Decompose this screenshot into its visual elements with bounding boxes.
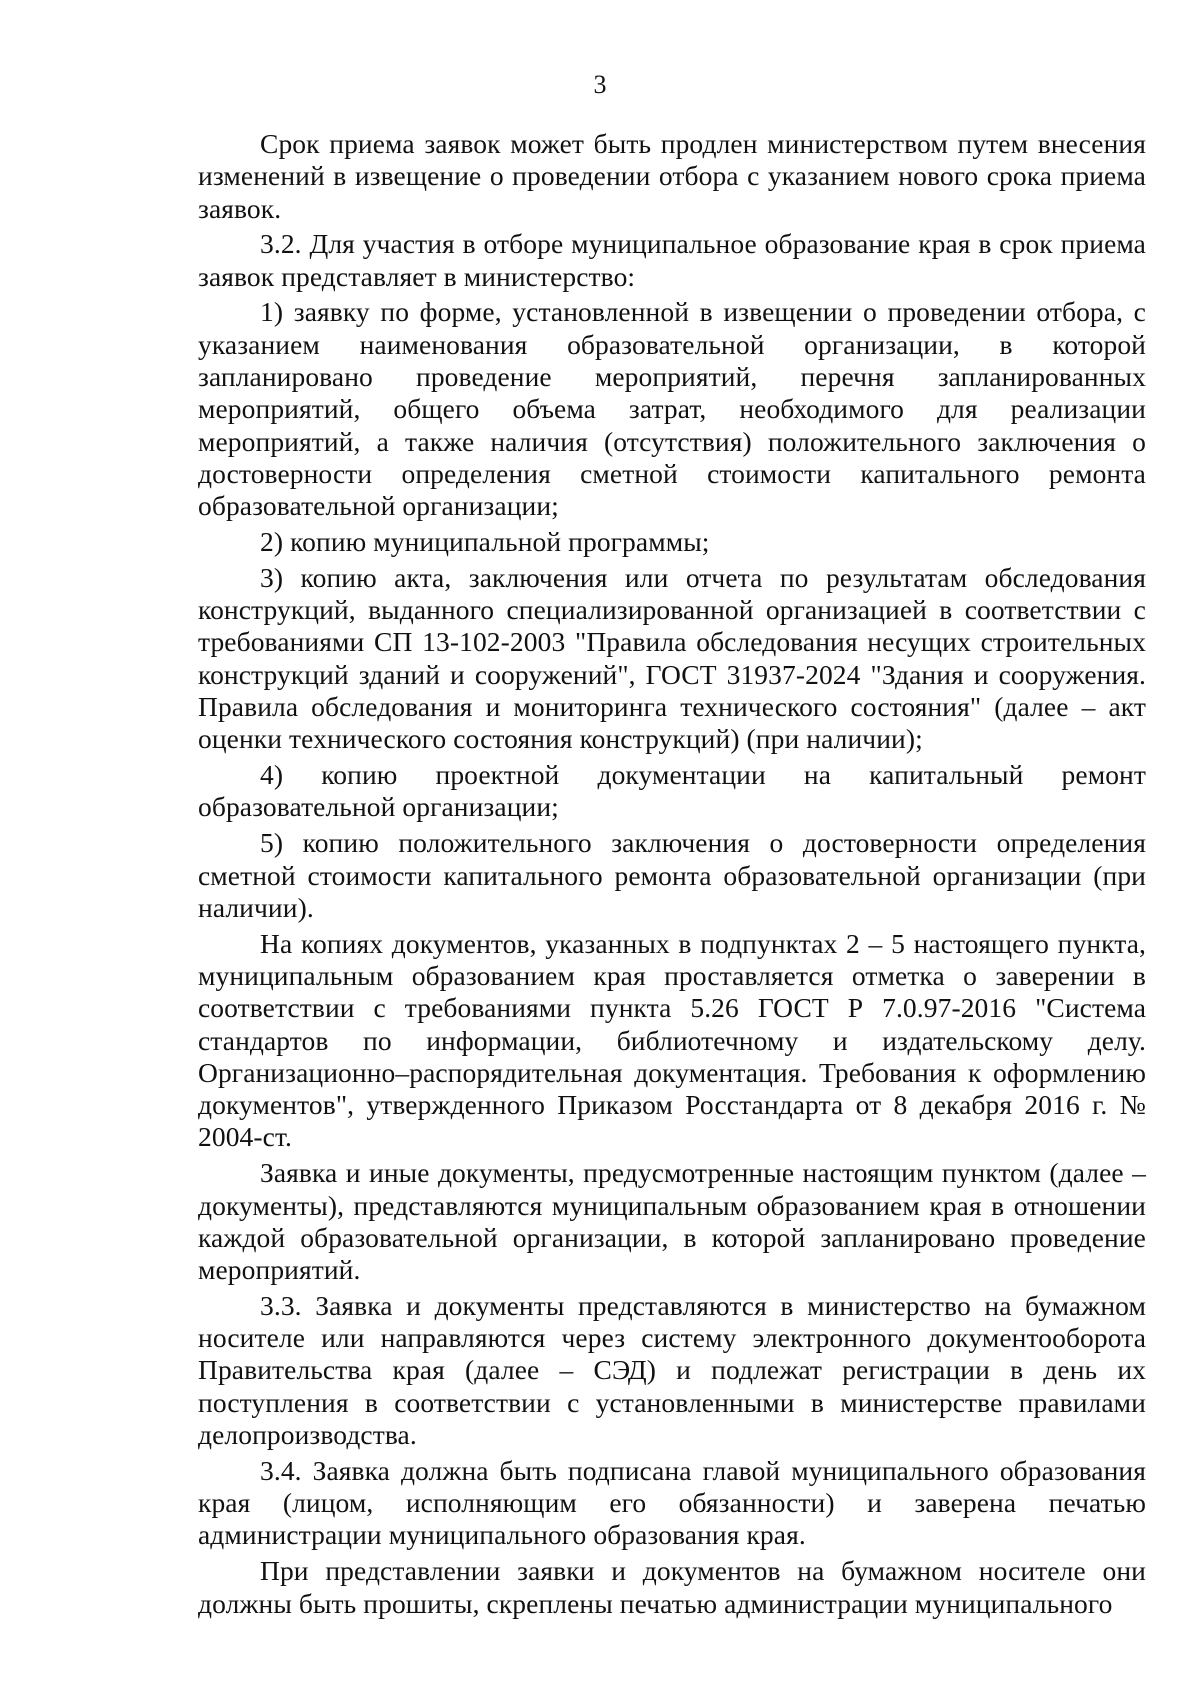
paragraph: Срок приема заявок может быть продлен министерством путем внесения изменений в извещение о проведении отбора с указанием нового срока приема заявок. xyxy=(198,128,1146,224)
paragraph: 1) заявку по форме, установленной в извещении о проведении отбора, с указанием наименования образовательной организации, в которой запланировано проведение мероприятий, перечня запланированных мероприятий, общего объема затрат, необходимого для реализации мероприятий, а также наличия (отсутствия) положительного заключения о достоверности определения сметной стоимости капитального ремонта образовательной организации; xyxy=(198,296,1146,522)
paragraph: 3.4. Заявка должна быть подписана главой муниципального образования края (лицом, исполняющим его обязанности) и заверена печатью администрации муниципального образования края. xyxy=(198,1454,1146,1551)
paragraph: 3.3. Заявка и документы представляются в министерство на бумажном носителе или направляются через систему электронного документооборота Правительства края (далее – СЭД) и подлежат регистрации в день их поступления в соответствии с установленными в министерстве правилами делопроизводства. xyxy=(198,1289,1146,1451)
paragraph: 5) копию положительного заключения о достоверности определения сметной стоимости капитального ремонта образовательной организации (при наличии). xyxy=(198,827,1146,923)
paragraph: Заявка и иные документы, предусмотренные настоящим пунктом (далее – документы), представляются муниципальным образованием края в отношении каждой образовательной организации, в которой запланировано проведение мероприятий. xyxy=(198,1157,1146,1286)
page-number: 3 xyxy=(593,70,607,99)
paragraph: На копиях документов, указанных в подпунктах 2 – 5 настоящего пункта, муниципальным образованием края проставляется отметка о заверении в соответствии с требованиями пункта 5.26 ГОСТ Р 7.0.97-2016 "Система стандартов по информации, библиотечному и издательскому делу. Организационно–распорядительная документация. Требования к оформлению документов", утвержденного Приказом Росстандарта от 8 декабря 2016 г. № 2004-ст. xyxy=(198,927,1146,1153)
paragraph: 4) копию проектной документации на капитальный ремонт образовательной организации; xyxy=(198,759,1146,823)
paragraph: 3.2. Для участия в отборе муниципальное образование края в срок приема заявок представляет в министерство: xyxy=(198,228,1146,292)
document-body xyxy=(198,128,1146,1623)
paragraph: 3) копию акта, заключения или отчета по результатам обследования конструкций, выданного специализированной организацией в соответствии с требованиями СП 13-102-2003 "Правила обследования несущих строительных конструкций зданий и сооружений", ГОСТ 31937-2024 "Здания и сооружения. Правила обследования и мониторинга технического состояния" (далее – акт оценки технического состояния конструкций) (при наличии); xyxy=(198,561,1146,755)
paragraph: 2) копию муниципальной программы; xyxy=(260,526,710,558)
paragraph: При представлении заявки и документов на бумажном носителе они должны быть прошиты, скреплены печатью администрации муниципального xyxy=(198,1555,1146,1619)
